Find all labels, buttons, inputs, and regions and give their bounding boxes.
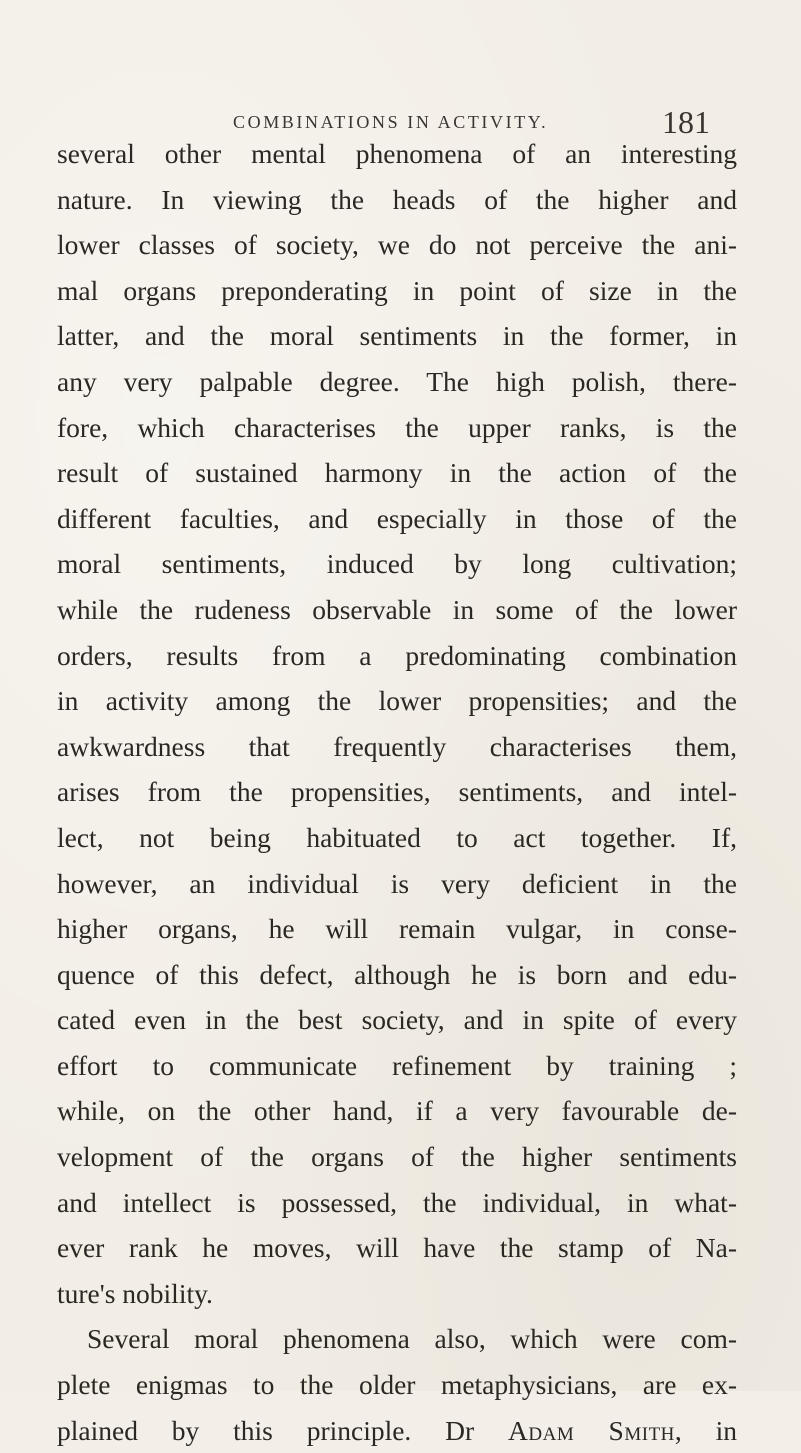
page-number: 181: [662, 104, 710, 140]
text-line: awkwardness that frequently characterises them,: [57, 730, 737, 762]
text-line: mal organs preponderating in point of size in the: [57, 274, 737, 306]
text-line: moral sentiments, induced by long cultivation;: [57, 548, 737, 580]
body-text: [57, 131, 737, 1453]
text-line: arises from the propensities, sentiments, and intel-: [57, 776, 737, 808]
text-line: while, on the other hand, if a very favourable de-: [57, 1095, 737, 1127]
text-line: ever rank he moves, will have the stamp of Na-: [57, 1232, 737, 1264]
running-title: COMBINATIONS IN ACTIVITY.: [233, 112, 549, 132]
text-line: cated even in the best society, and in spite of every: [57, 1004, 737, 1036]
text-line: plete enigmas to the older metaphysicians, are ex-: [57, 1369, 737, 1401]
text-line: however, an individual is very deficient in the: [57, 867, 737, 899]
text-line: while the rudeness observable in some of the lower: [57, 593, 737, 625]
text-line: quence of this defect, although he is born and edu-: [57, 958, 737, 990]
text-line: and intellect is possessed, the individual, in what-: [57, 1186, 737, 1218]
text-line: result of sustained harmony in the action of the: [57, 457, 737, 489]
text-line: effort to communicate refinement by training ;: [57, 1049, 737, 1081]
text-line: several other mental phenomena of an interesting: [57, 138, 737, 169]
text-line: higher organs, he will remain vulgar, in conse-: [57, 913, 737, 945]
text-line: latter, and the moral sentiments in the former, in: [57, 320, 737, 352]
text-line: lower classes of society, we do not perceive the ani-: [57, 229, 737, 261]
text-fragment: , in: [674, 1414, 738, 1446]
text-fragment: plained by this principle. Dr: [57, 1414, 509, 1446]
text-line: nature. In viewing the heads of the higher and: [57, 183, 737, 215]
text-line: lect, not being habituated to act together. If,: [57, 821, 737, 853]
text-line: in activity among the lower propensities; and the: [57, 685, 737, 717]
text-line: velopment of the organs of the higher sentiments: [57, 1141, 737, 1173]
text-line: orders, results from a predominating combination: [57, 639, 737, 671]
text-line: ture's nobility.: [57, 1277, 213, 1309]
text-line: any very palpable degree. The high polish, there-: [57, 365, 737, 397]
text-line-with-name: [57, 1408, 737, 1453]
text-line: different faculties, and especially in those of the: [57, 502, 737, 534]
author-name: Adam Smith: [508, 1414, 675, 1446]
text-line: fore, which characterises the upper ranks, is the: [57, 411, 737, 443]
text-line: Several moral phenomena also, which were com-: [87, 1323, 737, 1355]
